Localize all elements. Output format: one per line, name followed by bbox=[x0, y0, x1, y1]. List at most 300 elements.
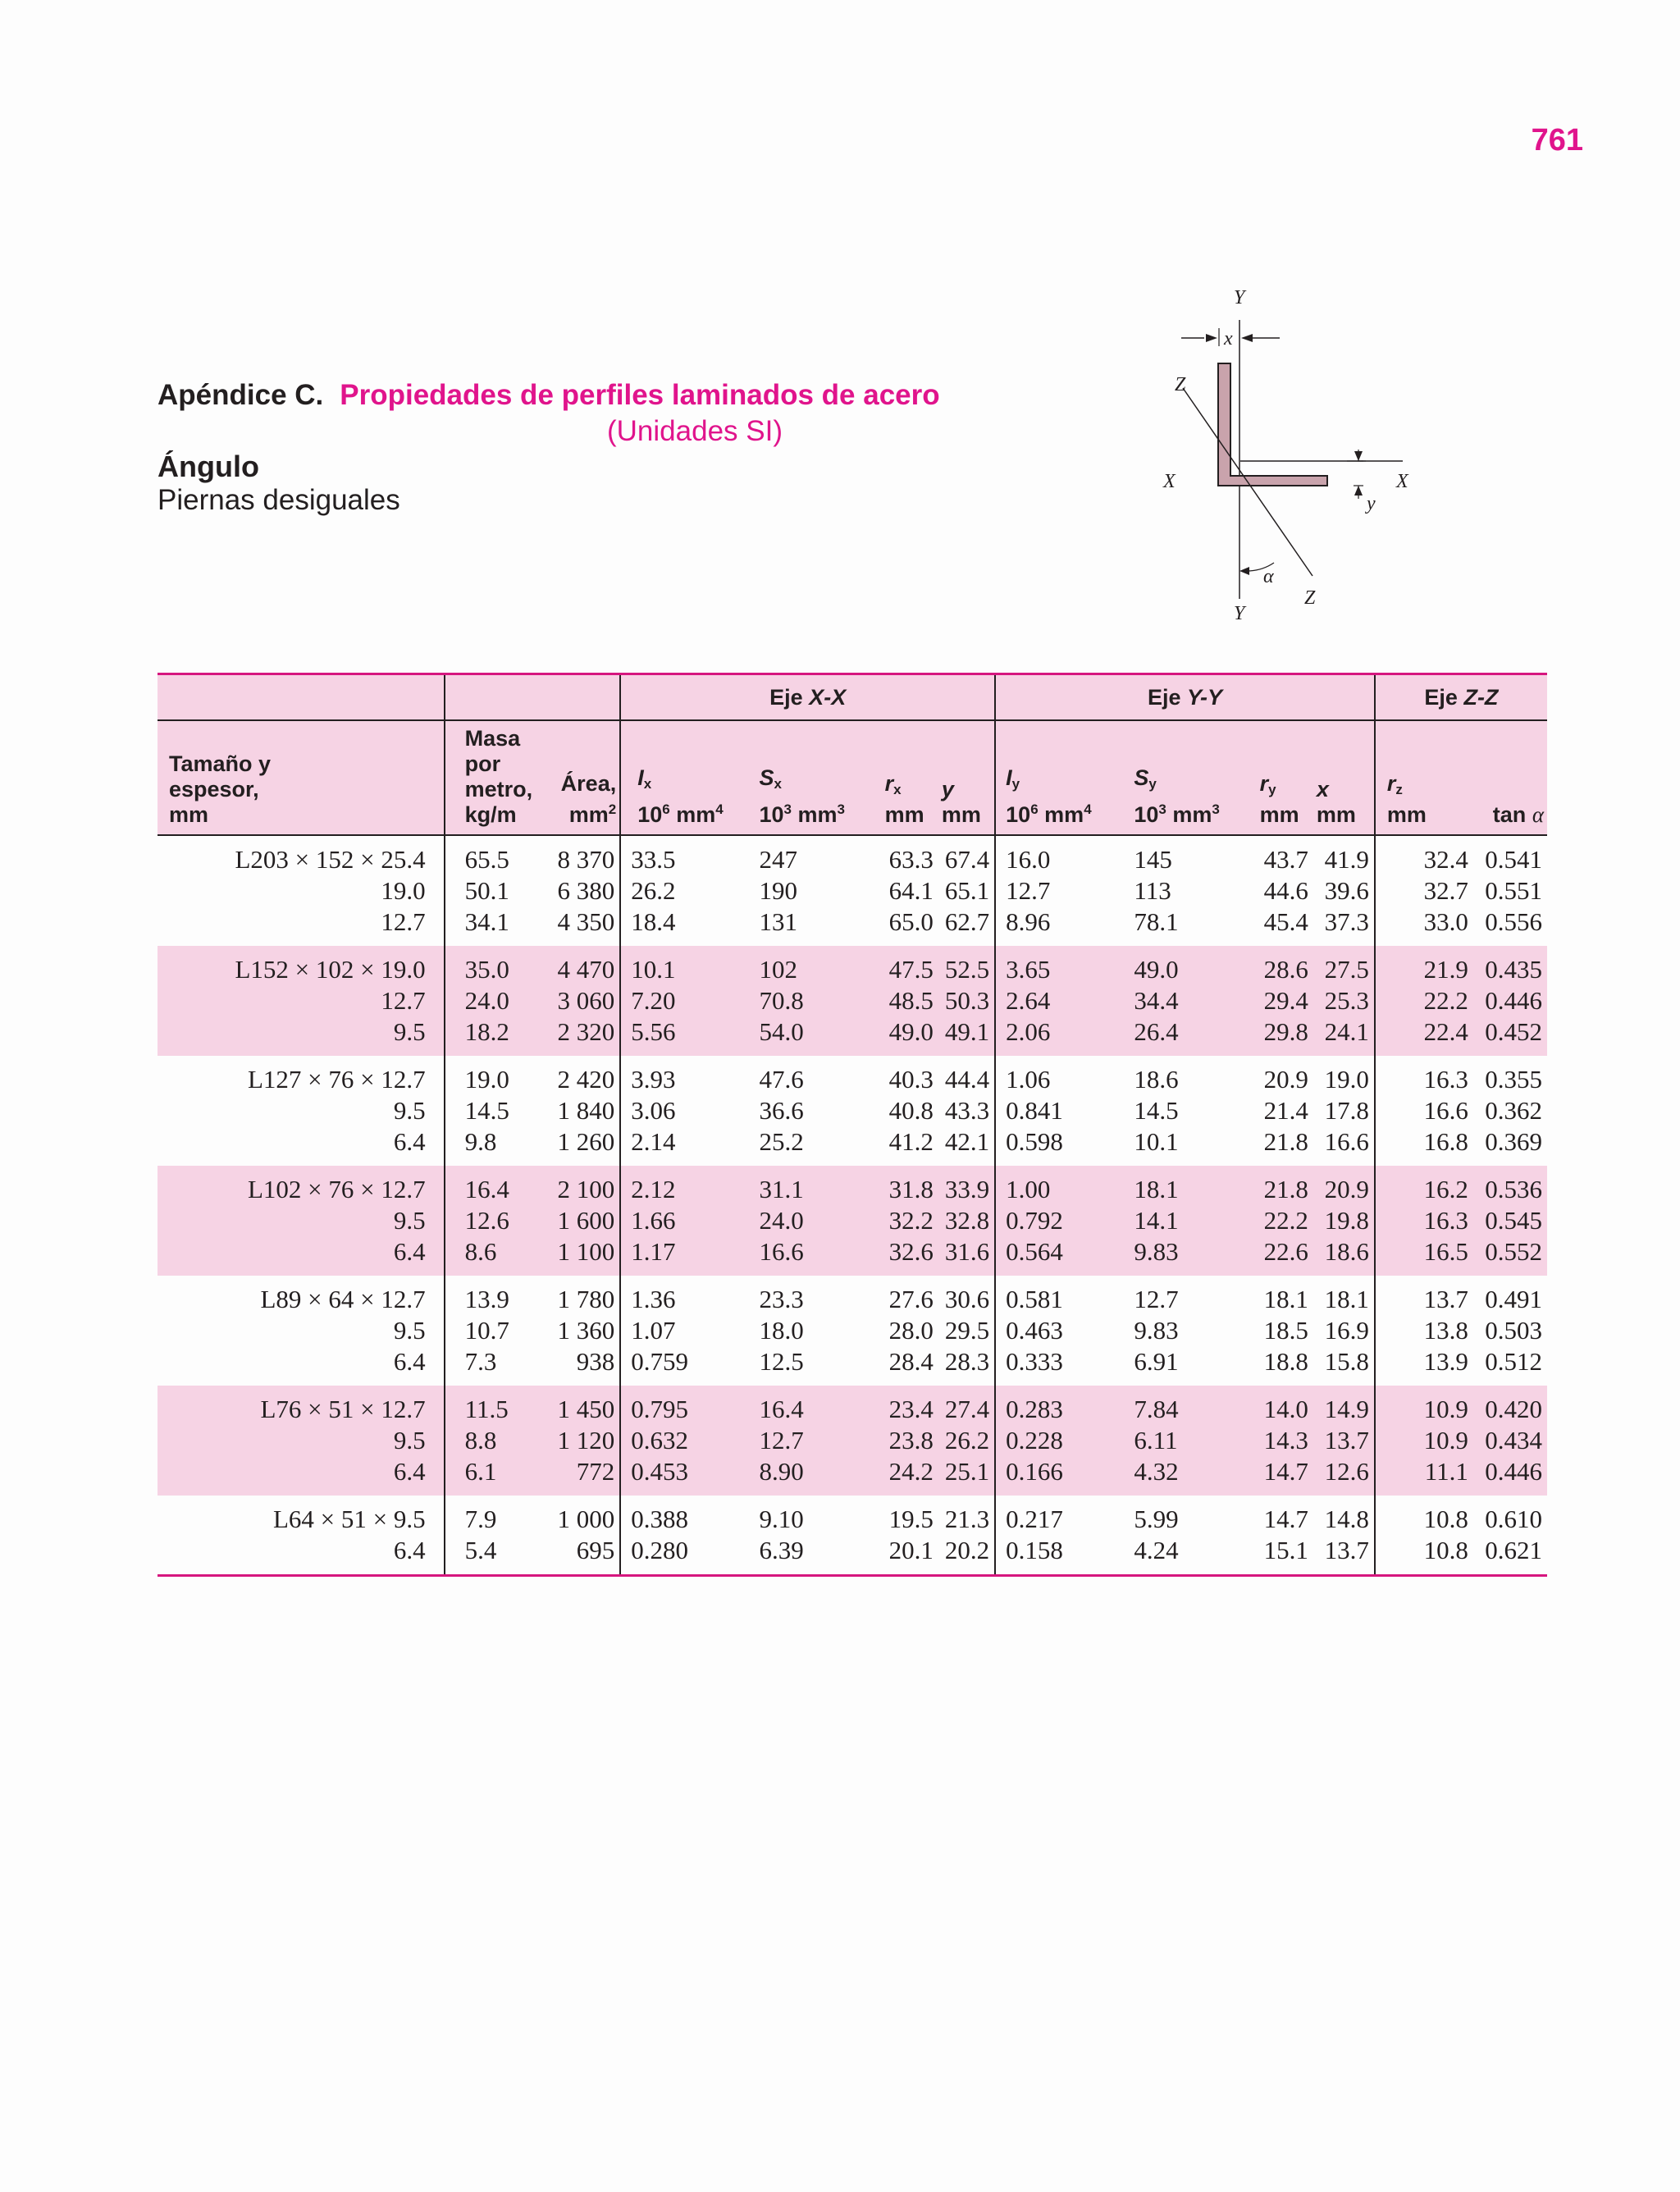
cell-iy: 1.06 bbox=[995, 1056, 1125, 1095]
cell-y: 62.7 bbox=[944, 907, 990, 936]
cell-mass: 7.9 bbox=[445, 1496, 528, 1535]
cell-tan-alpha: 0.503 bbox=[1485, 1316, 1542, 1345]
table-row bbox=[158, 1386, 1547, 1425]
cell-x: 41.9 bbox=[1324, 845, 1369, 874]
cell-x: 13.7 bbox=[1324, 1536, 1369, 1564]
cell-tan-alpha: 0.369 bbox=[1485, 1127, 1542, 1156]
cell-ry: 21.4 bbox=[1263, 1096, 1308, 1125]
table-row bbox=[158, 1425, 1547, 1456]
cell-sy: 6.91 bbox=[1134, 1347, 1179, 1376]
table-row-group bbox=[158, 1386, 1547, 1496]
cell-iy: 0.228 bbox=[995, 1425, 1125, 1456]
cell-sy: 9.83 bbox=[1134, 1316, 1179, 1345]
group-axis-zz: Eje Z-Z bbox=[1375, 674, 1547, 721]
cell-area: 2 320 bbox=[557, 1017, 615, 1046]
table-row bbox=[158, 875, 1547, 906]
cell-size: 6.4 bbox=[393, 1457, 426, 1486]
cell-rz: 10.9 bbox=[1375, 1425, 1473, 1456]
cell-sy: 113 bbox=[1134, 876, 1171, 905]
cell-rz: 16.2 bbox=[1375, 1166, 1473, 1205]
cell-ry: 14.7 bbox=[1263, 1505, 1308, 1533]
cell-y: 29.5 bbox=[944, 1316, 990, 1345]
cell-area: 4 470 bbox=[557, 955, 615, 984]
cell-rz: 21.9 bbox=[1375, 946, 1473, 985]
cell-rx: 28.4 bbox=[888, 1347, 934, 1376]
cell-x: 19.0 bbox=[1324, 1065, 1369, 1094]
cell-mass: 16.4 bbox=[445, 1166, 528, 1205]
cell-ry: 18.1 bbox=[1263, 1285, 1308, 1313]
cell-x: 16.6 bbox=[1324, 1127, 1369, 1156]
column-header-rz: $r_z$ mm bbox=[1375, 720, 1473, 835]
cell-size: 9.5 bbox=[393, 1426, 426, 1454]
table-row-group bbox=[158, 1056, 1547, 1166]
cell-sy: 18.1 bbox=[1134, 1175, 1179, 1203]
cell-y: 65.1 bbox=[944, 876, 990, 905]
cell-ix: 0.453 bbox=[620, 1456, 751, 1496]
table-row bbox=[158, 1346, 1547, 1386]
cell-mass: 19.0 bbox=[445, 1056, 528, 1095]
cell-x: 19.8 bbox=[1324, 1206, 1369, 1235]
cell-ix: 3.93 bbox=[620, 1056, 751, 1095]
cell-mass: 50.1 bbox=[445, 875, 528, 906]
cell-ry: 29.8 bbox=[1263, 1017, 1308, 1046]
cell-ry: 22.6 bbox=[1263, 1237, 1308, 1266]
cell-y: 49.1 bbox=[944, 1017, 990, 1046]
cell-sx: 25.2 bbox=[759, 1127, 804, 1156]
cell-area: 1 260 bbox=[557, 1127, 615, 1156]
cell-sx: 12.5 bbox=[759, 1347, 804, 1376]
cell-sy: 18.6 bbox=[1134, 1065, 1179, 1094]
cell-size: L76 × 51 × 12.7 bbox=[260, 1395, 426, 1423]
cell-x: 14.8 bbox=[1324, 1505, 1369, 1533]
cell-tan-alpha: 0.435 bbox=[1485, 955, 1542, 984]
cell-sy: 34.4 bbox=[1134, 986, 1179, 1015]
cell-sy: 9.83 bbox=[1134, 1237, 1179, 1266]
cell-y: 43.3 bbox=[944, 1096, 990, 1125]
cell-y: 28.3 bbox=[944, 1347, 990, 1376]
cell-ry: 44.6 bbox=[1263, 876, 1308, 905]
cell-y: 50.3 bbox=[944, 986, 990, 1015]
table-row-group bbox=[158, 1496, 1547, 1576]
x-axis-label-left: X bbox=[1163, 471, 1176, 492]
cell-y: 33.9 bbox=[944, 1175, 990, 1203]
cell-rx: 31.8 bbox=[888, 1175, 934, 1203]
table-row bbox=[158, 1016, 1547, 1056]
cell-iy: 0.792 bbox=[995, 1205, 1125, 1236]
cell-area: 6 380 bbox=[557, 876, 615, 905]
cell-sx: 12.7 bbox=[759, 1426, 804, 1454]
cell-area: 1 360 bbox=[557, 1316, 615, 1345]
cell-iy: 8.96 bbox=[995, 906, 1125, 946]
cell-rz: 32.4 bbox=[1375, 835, 1473, 875]
cell-rx: 19.5 bbox=[888, 1505, 934, 1533]
cell-mass: 9.8 bbox=[445, 1126, 528, 1166]
column-header-sy: $S_y$ $10^3$ $mm^3$ bbox=[1134, 765, 1220, 827]
cell-rx: 63.3 bbox=[888, 845, 934, 874]
cell-size: L102 × 76 × 12.7 bbox=[247, 1175, 426, 1203]
cell-tan-alpha: 0.355 bbox=[1485, 1065, 1542, 1094]
cell-rx: 40.8 bbox=[888, 1096, 934, 1125]
x-dimension-label: x bbox=[1224, 328, 1233, 349]
cell-rz: 13.9 bbox=[1375, 1346, 1473, 1386]
cell-iy: 1.00 bbox=[995, 1166, 1125, 1205]
column-header-ix: $I_x$ $10^6$ $mm^4$ bbox=[620, 720, 751, 835]
cell-mass: 18.2 bbox=[445, 1016, 528, 1056]
cell-ry: 18.8 bbox=[1263, 1347, 1308, 1376]
cell-iy: 0.598 bbox=[995, 1126, 1125, 1166]
cell-x: 16.9 bbox=[1324, 1316, 1369, 1345]
cell-y: 44.4 bbox=[944, 1065, 990, 1094]
column-header-mass: Masa por metro, kg/m bbox=[445, 720, 528, 835]
cell-rx: 32.2 bbox=[888, 1206, 934, 1235]
table-row bbox=[158, 1236, 1547, 1276]
cell-ix: 0.280 bbox=[620, 1535, 751, 1576]
cell-mass: 14.5 bbox=[445, 1095, 528, 1126]
cell-rz: 10.8 bbox=[1375, 1535, 1473, 1576]
cell-iy: 0.283 bbox=[995, 1386, 1125, 1425]
cell-size: L203 × 152 × 25.4 bbox=[235, 845, 426, 874]
header-column-row bbox=[158, 720, 1547, 835]
cell-ix: 0.632 bbox=[620, 1425, 751, 1456]
cell-ry: 15.1 bbox=[1263, 1536, 1308, 1564]
cell-ix: 0.795 bbox=[620, 1386, 751, 1425]
x-axis-label-right: X bbox=[1396, 471, 1408, 492]
cell-ix: 18.4 bbox=[620, 906, 751, 946]
cell-ry: 14.0 bbox=[1263, 1395, 1308, 1423]
cell-rz: 16.3 bbox=[1375, 1205, 1473, 1236]
cell-rz: 16.6 bbox=[1375, 1095, 1473, 1126]
cell-ry: 43.7 bbox=[1263, 845, 1308, 874]
cell-sx: 131 bbox=[759, 907, 797, 936]
cell-tan-alpha: 0.491 bbox=[1485, 1285, 1542, 1313]
cell-tan-alpha: 0.545 bbox=[1485, 1206, 1542, 1235]
cell-sy: 10.1 bbox=[1134, 1127, 1179, 1156]
cell-mass: 6.1 bbox=[445, 1456, 528, 1496]
cell-sx: 18.0 bbox=[759, 1316, 804, 1345]
cell-ry: 28.6 bbox=[1263, 955, 1308, 984]
cell-sy: 4.24 bbox=[1134, 1536, 1179, 1564]
cell-size: 9.5 bbox=[393, 1316, 426, 1345]
cell-iy: 3.65 bbox=[995, 946, 1125, 985]
cell-rx: 48.5 bbox=[888, 986, 934, 1015]
cell-ix: 7.20 bbox=[620, 985, 751, 1016]
cell-area: 2 100 bbox=[557, 1175, 615, 1203]
cell-ix: 0.759 bbox=[620, 1346, 751, 1386]
cell-sx: 247 bbox=[759, 845, 797, 874]
column-header-sx: $S_x$ $10^3$ $mm^3$ bbox=[759, 765, 845, 827]
cell-x: 20.9 bbox=[1324, 1175, 1369, 1203]
cell-rz: 10.9 bbox=[1375, 1386, 1473, 1425]
header-blank bbox=[158, 674, 445, 721]
column-header-tan-alpha: tan α bbox=[1492, 802, 1544, 827]
cell-ix: 10.1 bbox=[620, 946, 751, 985]
angle-shape bbox=[1218, 363, 1327, 486]
cell-tan-alpha: 0.552 bbox=[1485, 1237, 1542, 1266]
cell-tan-alpha: 0.610 bbox=[1485, 1505, 1542, 1533]
table-row-group bbox=[158, 835, 1547, 946]
cell-ry: 14.3 bbox=[1263, 1426, 1308, 1454]
cell-sx: 47.6 bbox=[759, 1065, 804, 1094]
cell-ix: 26.2 bbox=[620, 875, 751, 906]
table-row bbox=[158, 1456, 1547, 1496]
page-number: 761 bbox=[1531, 123, 1583, 158]
cell-sx: 16.4 bbox=[759, 1395, 804, 1423]
cell-mass: 13.9 bbox=[445, 1276, 528, 1315]
cell-rx: 23.8 bbox=[888, 1426, 934, 1454]
cell-y: 42.1 bbox=[944, 1127, 990, 1156]
cell-size: 6.4 bbox=[393, 1127, 426, 1156]
cell-mass: 34.1 bbox=[445, 906, 528, 946]
column-header-iy: $I_y$ $10^6$ $mm^4$ bbox=[995, 720, 1125, 835]
cell-area: 8 370 bbox=[557, 845, 615, 874]
cell-y: 52.5 bbox=[944, 955, 990, 984]
cell-x: 15.8 bbox=[1324, 1347, 1369, 1376]
cell-sy: 26.4 bbox=[1134, 1017, 1179, 1046]
appendix-label: Apéndice C. bbox=[158, 379, 324, 411]
cell-ry: 14.7 bbox=[1263, 1457, 1308, 1486]
cell-area: 4 350 bbox=[557, 907, 615, 936]
table-row bbox=[158, 1166, 1547, 1205]
cell-tan-alpha: 0.362 bbox=[1485, 1096, 1542, 1125]
section-subtitle: Piernas desiguales bbox=[158, 484, 400, 516]
cell-x: 37.3 bbox=[1324, 907, 1369, 936]
cell-rx: 40.3 bbox=[888, 1065, 934, 1094]
cell-rx: 28.0 bbox=[888, 1316, 934, 1345]
cell-y: 21.3 bbox=[944, 1505, 990, 1533]
cell-tan-alpha: 0.551 bbox=[1485, 876, 1542, 905]
cell-x: 25.3 bbox=[1324, 986, 1369, 1015]
cell-tan-alpha: 0.512 bbox=[1485, 1347, 1542, 1376]
cell-x: 13.7 bbox=[1324, 1426, 1369, 1454]
cell-tan-alpha: 0.446 bbox=[1485, 986, 1542, 1015]
table-row bbox=[158, 1126, 1547, 1166]
cell-area: 2 420 bbox=[557, 1065, 615, 1094]
cell-y: 67.4 bbox=[944, 845, 990, 874]
cell-rx: 32.6 bbox=[888, 1237, 934, 1266]
table-row bbox=[158, 1056, 1547, 1095]
cell-y: 32.8 bbox=[944, 1206, 990, 1235]
cell-rz: 33.0 bbox=[1375, 906, 1473, 946]
cell-sy: 14.1 bbox=[1134, 1206, 1179, 1235]
cell-sy: 7.84 bbox=[1134, 1395, 1179, 1423]
cell-tan-alpha: 0.541 bbox=[1485, 845, 1542, 874]
column-header-area: Área, $mm^2$ bbox=[560, 771, 617, 827]
alpha-label: α bbox=[1263, 566, 1274, 587]
cell-size: L127 × 76 × 12.7 bbox=[247, 1065, 426, 1094]
cell-ry: 20.9 bbox=[1263, 1065, 1308, 1094]
cell-ry: 21.8 bbox=[1263, 1127, 1308, 1156]
table-row bbox=[158, 946, 1547, 985]
cell-mass: 10.7 bbox=[445, 1315, 528, 1346]
cell-rx: 41.2 bbox=[888, 1127, 934, 1156]
cell-x: 27.5 bbox=[1324, 955, 1369, 984]
z-axis-label-top: Z bbox=[1175, 374, 1186, 395]
cell-rx: 20.1 bbox=[888, 1536, 934, 1564]
arrow-icon bbox=[1241, 334, 1253, 342]
cell-x: 24.1 bbox=[1324, 1017, 1369, 1046]
appendix-title: Propiedades de perfiles laminados de acero bbox=[340, 379, 940, 411]
table-row bbox=[158, 906, 1547, 946]
table-row bbox=[158, 1496, 1547, 1535]
cell-area: 1 840 bbox=[557, 1096, 615, 1125]
header-group-row bbox=[158, 674, 1547, 721]
cell-rz: 16.8 bbox=[1375, 1126, 1473, 1166]
cell-sx: 36.6 bbox=[759, 1096, 804, 1125]
cell-size: 9.5 bbox=[393, 1017, 426, 1046]
cell-area: 1 120 bbox=[557, 1426, 615, 1454]
column-header-y: y mm bbox=[941, 777, 981, 827]
cell-x: 14.9 bbox=[1324, 1395, 1369, 1423]
cell-ix: 1.66 bbox=[620, 1205, 751, 1236]
cell-sy: 6.11 bbox=[1134, 1426, 1178, 1454]
cell-sx: 102 bbox=[759, 955, 797, 984]
cell-ix: 3.06 bbox=[620, 1095, 751, 1126]
cell-size: 12.7 bbox=[381, 907, 426, 936]
y-axis-label-bottom: Y bbox=[1234, 603, 1245, 624]
cell-x: 18.6 bbox=[1324, 1237, 1369, 1266]
cell-mass: 24.0 bbox=[445, 985, 528, 1016]
cell-sx: 190 bbox=[759, 876, 797, 905]
cell-rz: 16.5 bbox=[1375, 1236, 1473, 1276]
cell-iy: 2.64 bbox=[995, 985, 1125, 1016]
cell-tan-alpha: 0.452 bbox=[1485, 1017, 1542, 1046]
cell-rz: 10.8 bbox=[1375, 1496, 1473, 1535]
cell-ry: 45.4 bbox=[1263, 907, 1308, 936]
cell-x: 18.1 bbox=[1324, 1285, 1369, 1313]
cell-y: 31.6 bbox=[944, 1237, 990, 1266]
cell-rx: 49.0 bbox=[888, 1017, 934, 1046]
cell-iy: 0.564 bbox=[995, 1236, 1125, 1276]
cell-sy: 4.32 bbox=[1134, 1457, 1179, 1486]
cell-x: 12.6 bbox=[1324, 1457, 1369, 1486]
cell-size: L89 × 64 × 12.7 bbox=[260, 1285, 426, 1313]
cell-rz: 16.3 bbox=[1375, 1056, 1473, 1095]
cell-area: 695 bbox=[576, 1536, 615, 1564]
cell-rz: 11.1 bbox=[1375, 1456, 1473, 1496]
cell-size: L152 × 102 × 19.0 bbox=[235, 955, 426, 984]
cell-mass: 12.6 bbox=[445, 1205, 528, 1236]
cell-rx: 64.1 bbox=[888, 876, 934, 905]
cell-ix: 0.388 bbox=[620, 1496, 751, 1535]
cell-tan-alpha: 0.446 bbox=[1485, 1457, 1542, 1486]
appendix-subtitle: (Unidades SI) bbox=[607, 415, 783, 447]
cell-area: 772 bbox=[576, 1457, 615, 1486]
appendix-heading bbox=[158, 379, 940, 412]
column-header-x: x mm bbox=[1316, 777, 1356, 827]
arrow-icon bbox=[1354, 486, 1363, 495]
cell-sx: 70.8 bbox=[759, 986, 804, 1015]
table-row-group bbox=[158, 946, 1547, 1056]
table-row bbox=[158, 985, 1547, 1016]
cell-rz: 13.7 bbox=[1375, 1276, 1473, 1315]
cell-area: 3 060 bbox=[557, 986, 615, 1015]
column-header-rx: $r_x$ mm bbox=[884, 771, 924, 827]
cell-ix: 33.5 bbox=[620, 835, 751, 875]
cell-rz: 22.4 bbox=[1375, 1016, 1473, 1056]
column-header-ry: $r_y$ mm bbox=[1259, 771, 1299, 827]
cell-y: 26.2 bbox=[944, 1426, 990, 1454]
group-axis-yy: Eje Y-Y bbox=[995, 674, 1375, 721]
cell-tan-alpha: 0.536 bbox=[1485, 1175, 1542, 1203]
cell-iy: 2.06 bbox=[995, 1016, 1125, 1056]
table-row bbox=[158, 835, 1547, 875]
cell-sx: 31.1 bbox=[759, 1175, 804, 1203]
table-row bbox=[158, 1276, 1547, 1315]
cell-y: 25.1 bbox=[944, 1457, 990, 1486]
cell-tan-alpha: 0.556 bbox=[1485, 907, 1542, 936]
section-title: Ángulo bbox=[158, 450, 259, 483]
cell-y: 20.2 bbox=[944, 1536, 990, 1564]
cell-ix: 2.14 bbox=[620, 1126, 751, 1166]
cell-sy: 12.7 bbox=[1134, 1285, 1179, 1313]
cell-mass: 35.0 bbox=[445, 946, 528, 985]
cell-sx: 16.6 bbox=[759, 1237, 804, 1266]
cell-x: 39.6 bbox=[1324, 876, 1369, 905]
cell-rz: 22.2 bbox=[1375, 985, 1473, 1016]
cell-ry: 18.5 bbox=[1263, 1316, 1308, 1345]
cell-ix: 5.56 bbox=[620, 1016, 751, 1056]
cell-rz: 13.8 bbox=[1375, 1315, 1473, 1346]
cell-y: 30.6 bbox=[944, 1285, 990, 1313]
cell-iy: 0.217 bbox=[995, 1496, 1125, 1535]
cell-sx: 54.0 bbox=[759, 1017, 804, 1046]
cell-size: 12.7 bbox=[381, 986, 426, 1015]
cell-ix: 2.12 bbox=[620, 1166, 751, 1205]
cell-iy: 0.841 bbox=[995, 1095, 1125, 1126]
header-blank bbox=[445, 674, 621, 721]
cell-ix: 1.36 bbox=[620, 1276, 751, 1315]
cell-sy: 14.5 bbox=[1134, 1096, 1179, 1125]
table-row bbox=[158, 1205, 1547, 1236]
cell-mass: 65.5 bbox=[445, 835, 528, 875]
z-axis-label-bottom: Z bbox=[1304, 587, 1316, 609]
table-row bbox=[158, 1095, 1547, 1126]
cell-tan-alpha: 0.434 bbox=[1485, 1426, 1542, 1454]
cell-iy: 0.166 bbox=[995, 1456, 1125, 1496]
table-row-group bbox=[158, 1276, 1547, 1386]
y-axis-label-top: Y bbox=[1234, 287, 1245, 308]
cell-mass: 11.5 bbox=[445, 1386, 528, 1425]
y-dimension-label: y bbox=[1367, 493, 1376, 514]
cell-size: 6.4 bbox=[393, 1347, 426, 1376]
angle-section-diagram bbox=[1148, 279, 1427, 632]
table-row bbox=[158, 1535, 1547, 1576]
cell-rz: 32.7 bbox=[1375, 875, 1473, 906]
cell-sy: 5.99 bbox=[1134, 1505, 1179, 1533]
cell-rx: 24.2 bbox=[888, 1457, 934, 1486]
cell-iy: 0.463 bbox=[995, 1315, 1125, 1346]
cell-tan-alpha: 0.621 bbox=[1485, 1536, 1542, 1564]
cell-tan-alpha: 0.420 bbox=[1485, 1395, 1542, 1423]
cell-ry: 21.8 bbox=[1263, 1175, 1308, 1203]
cell-rx: 27.6 bbox=[888, 1285, 934, 1313]
cell-size: L64 × 51 × 9.5 bbox=[272, 1505, 426, 1533]
cell-x: 17.8 bbox=[1324, 1096, 1369, 1125]
cell-area: 1 780 bbox=[557, 1285, 615, 1313]
cell-ry: 22.2 bbox=[1263, 1206, 1308, 1235]
cell-y: 27.4 bbox=[944, 1395, 990, 1423]
group-axis-xx: Eje X-X bbox=[620, 674, 995, 721]
cell-size: 19.0 bbox=[381, 876, 426, 905]
cell-mass: 8.8 bbox=[445, 1425, 528, 1456]
cell-size: 9.5 bbox=[393, 1096, 426, 1125]
cell-area: 1 600 bbox=[557, 1206, 615, 1235]
cell-iy: 0.333 bbox=[995, 1346, 1125, 1386]
cell-area: 1 000 bbox=[557, 1505, 615, 1533]
cell-rx: 47.5 bbox=[888, 955, 934, 984]
cell-iy: 16.0 bbox=[995, 835, 1125, 875]
cell-iy: 0.158 bbox=[995, 1535, 1125, 1576]
